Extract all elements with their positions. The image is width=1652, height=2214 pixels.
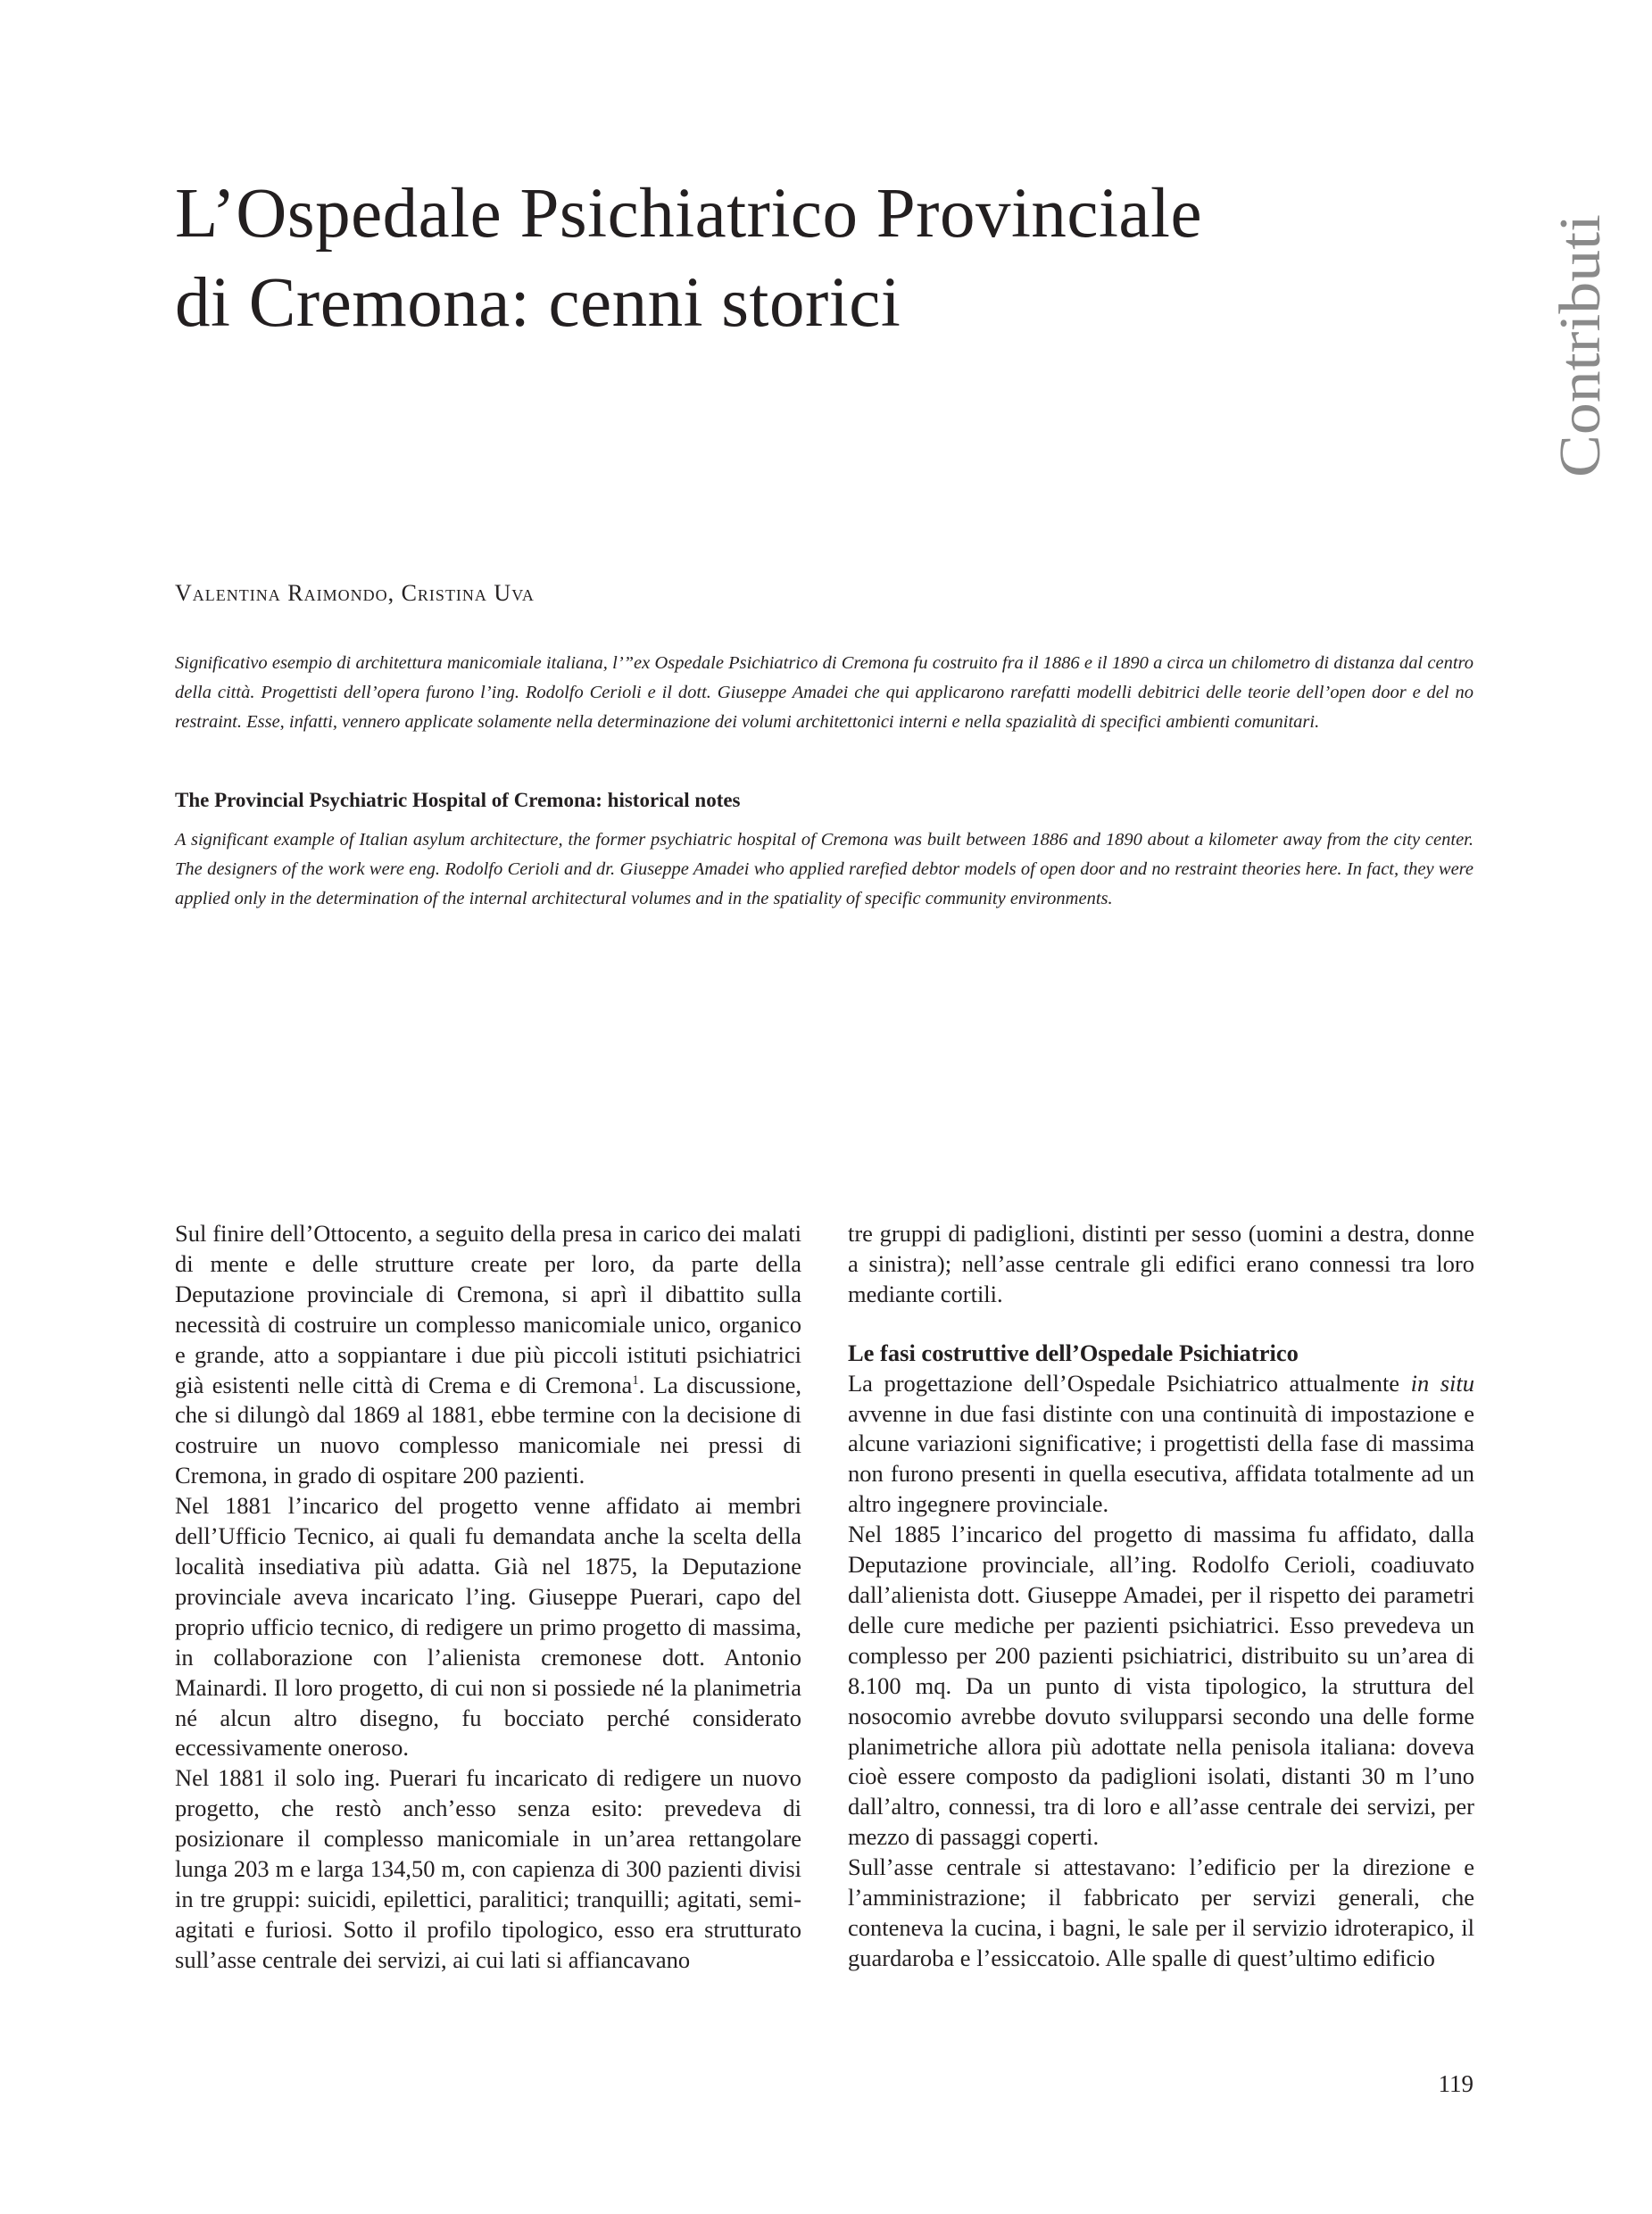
right-p2-text-a: La progettazione dell’Ospedale Psichiatrico attualmente	[848, 1369, 1411, 1397]
abstract-english: A significant example of Italian asylum architecture, the former psychiatric hospital of Cremona was built between 1886 and 1890 about a kilometer away from the city center. The designers of the work were eng. Rodolfo Cerioli and dr. Giuseppe Amadei who applied rarefied debtor models of open door and no restraint theories here. In fact, they were applied only in the determination of the internal architectural volumes and in the spatiality of specific community environments.	[175, 830, 1474, 908]
abstract-italian: Significativo esempio di architettura manicomiale italiana, l’”ex Ospedale Psichiatrico di Cremona fu costruito fra il 1886 e il 1890 a circa un chilometro di distanza dal centro della città. Progettisti dell’opera furono l’ing. Rodolfo Cerioli e il dott. Giuseppe Amadei che qui applicarono rarefatti modelli debitrici delle teorie dell’open door e del no restraint. Esse, infatti, vennero applicate solamente nella determinazione dei volumi architettonici interni e nella spazialità di specifici ambienti comunitari.	[175, 653, 1474, 732]
right-p2-text-b: avvenne in due fasi distinte con una continuità di impostazione e alcune variazioni significative; i progettisti della fase di massima non furono presenti in quella esecutiva, affidata totalmente ad un altro ingegnere provinciale.	[848, 1399, 1474, 1518]
left-p1-text-b: . La discussione, che si dilungò dal 1869 al 1881, ebbe termine con la decisione di costruire un nuovo complesso manicomiale nei pressi di Cremona, in grado di ospitare 200 pazienti.	[175, 1371, 801, 1489]
footnote-mark[interactable]: 1	[632, 1372, 639, 1388]
right-paragraph-1: tre gruppi di padiglioni, distinti per sesso (uomini a destra, donne a sinistra); nell’asse centrale gli edifici erano connessi tra loro mediante cortili.	[848, 1220, 1474, 1307]
article-title	[175, 170, 1514, 348]
section-tab	[1517, 210, 1615, 486]
left-paragraph-2: Nel 1881 l’incarico del progetto venne affidato ai membri dell’Ufficio Tecnico, ai quali fu demandata anche la scelta della località insediativa più adatta. Già nel 1875, la Deputazione provinciale aveva incaricato l’ing. Giuseppe Puerari, capo del proprio ufficio tecnico, di redigere un primo progetto di massima, in collaborazione con l’alienista cremonese dott. Antonio Mainardi. Il loro progetto, di cui non si possiede né la planimetria né alcun altro disegno, fu bocciato perché considerato eccessivamente oneroso.	[175, 1492, 801, 1762]
left-column	[175, 1219, 801, 1976]
title-line-1: L’Ospedale Psichiatrico Provinciale	[175, 175, 1203, 253]
section-subheading: Le fasi costruttive dell’Ospedale Psichiatrico	[848, 1339, 1299, 1366]
authors	[175, 578, 1335, 609]
left-p1-text-a: Sul finire dell’Ottocento, a seguito della presa in carico dei malati di mente e delle strutture create per loro, da parte della Deputazione provinciale di Cremona, si aprì il dibattito sulla necessità di costruire un complesso manicomiale unico, organico e grande, atto a soppiantare i due più piccoli istituti psichiatrici già esistenti nelle città di Crema e di Cremona	[175, 1220, 801, 1398]
page-number: 119	[1438, 2070, 1474, 2097]
title-line-2: di Cremona: cenni storici	[175, 264, 901, 342]
english-heading: The Provincial Psychiatric Hospital of Cremona: historical notes	[175, 789, 741, 811]
section-tab-label: Contributi	[1548, 235, 1613, 477]
authors-text: Valentina Raimondo, Cristina Uva	[175, 580, 535, 606]
left-paragraph-1	[175, 1219, 801, 1491]
right-paragraph-2	[848, 1369, 1474, 1521]
right-column	[848, 1219, 1474, 1974]
left-paragraph-3: Nel 1881 il solo ing. Puerari fu incaricato di redigere un nuovo progetto, che restò anch’esso senza esito: prevedeva di posizionare il complesso manicomiale in un’area rettangolare lunga 203 m e larga 134,50 m, con capienza di 300 pazienti divisi in tre gruppi: suicidi, epilettici, paralitici; tranquilli; agitati, semi-agitati e furiosi. Sotto il profilo tipologico, esso era strutturato sull’asse centrale dei servizi, ai cui lati si affiancavano	[175, 1764, 801, 1973]
right-paragraph-3: Nel 1885 l’incarico del progetto di massima fu affidato, dalla Deputazione provinciale, all’ing. Rodolfo Cerioli, coadiuvato dall’alienista dott. Giuseppe Amadei, per il rispetto dei parametri delle cure mediche per pazienti psichiatrici. Esso prevedeva un complesso per 200 pazienti psichiatrici, distribuito su un’area di 8.100 mq. Da un punto di vista tipologico, la struttura del nosocomio avrebbe dovuto svilupparsi secondo una delle forme planimetriche allora più adottate nella penisola italiana: doveva cioè essere composto da padiglioni isolati, distanti 30 m l’uno dall’altro, connessi, tra di loro e all’asse centrale dei servizi, per mezzo di passaggi coperti.	[848, 1521, 1474, 1851]
section-tab-svg	[1517, 210, 1615, 486]
right-paragraph-4: Sull’asse centrale si attestavano: l’edificio per la direzione e l’amministrazione; il fabbricato per servizi generali, che conteneva la cucina, i bagni, le sale per il servizio idroterapico, il guardaroba e l’essiccatoio. Alle spalle di quest’ultimo edificio	[848, 1853, 1474, 1971]
right-p2-italic: in situ	[1410, 1369, 1475, 1397]
